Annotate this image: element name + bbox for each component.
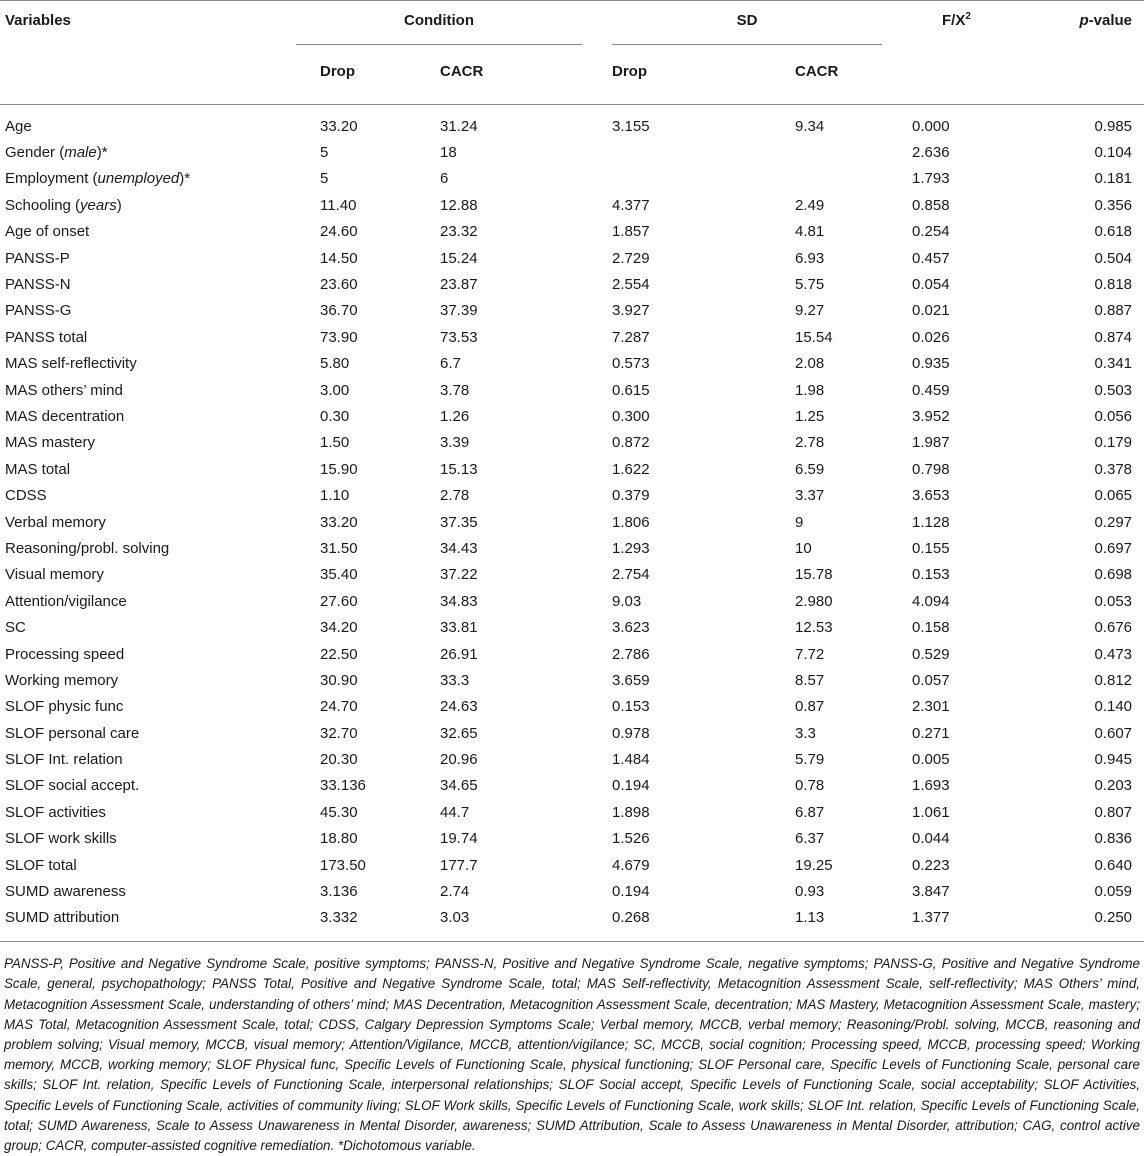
cell-sd-drop: 0.872 [612, 434, 650, 452]
cell-condition-cacr: 2.78 [440, 487, 470, 505]
cell-sd-cacr: 15.78 [795, 566, 833, 584]
row-variable: Working memory [5, 671, 119, 689]
cell-condition-cacr: 12.88 [440, 196, 478, 214]
table-row [0, 166, 1144, 192]
cell-condition-cacr: 23.87 [440, 276, 478, 294]
table-row [0, 139, 1144, 165]
row-variable: PANSS-N [5, 276, 71, 294]
cell-condition-cacr: 19.74 [440, 830, 478, 848]
cell-sd-cacr: 0.87 [795, 698, 825, 716]
cell-fx: 0.044 [912, 830, 950, 848]
cell-fx: 4.094 [912, 592, 950, 610]
cell-sd-drop: 1.293 [612, 539, 650, 557]
cell-pvalue: 0.065 [1094, 487, 1133, 505]
cell-pvalue: 0.807 [1094, 803, 1133, 821]
cell-sd-cacr: 7.72 [795, 645, 825, 663]
cell-sd-cacr: 8.57 [795, 671, 825, 689]
cell-condition-cacr: 1.26 [440, 407, 470, 425]
cell-sd-cacr: 9.27 [795, 302, 825, 320]
table-row [0, 720, 1144, 746]
cell-fx: 1.128 [912, 513, 950, 531]
header-fx: $F/X^2$ [912, 1, 1004, 52]
cell-condition-cacr: 24.63 [440, 698, 478, 716]
row-variable: MAS mastery [5, 434, 96, 452]
cell-pvalue: 0.874 [1094, 328, 1133, 346]
row-variable: Employment (unemployed)* [5, 170, 191, 188]
row-variable: Visual memory [5, 566, 104, 584]
header-sd: SD [736, 12, 758, 29]
cell-sd-drop: 9.03 [612, 592, 642, 610]
cell-pvalue: 0.504 [1094, 249, 1133, 267]
cell-sd-cacr: 9.34 [795, 117, 825, 135]
cell-pvalue: 0.179 [1094, 434, 1133, 452]
cell-sd-cacr: 0.78 [795, 777, 825, 795]
cell-sd-cacr: 9 [795, 513, 804, 531]
cell-condition-cacr: 34.83 [440, 592, 478, 610]
cell-sd-drop: 0.379 [612, 487, 650, 505]
row-variable: Reasoning/probl. solving [5, 539, 170, 557]
cell-condition-drop: 24.70 [320, 698, 358, 716]
cell-condition-drop: 5 [320, 144, 329, 162]
cell-sd-drop: 1.806 [612, 513, 650, 531]
cell-condition-cacr: 32.65 [440, 724, 478, 742]
row-variable: Attention/vigilance [5, 592, 127, 610]
row-variable: SUMD attribution [0, 905, 226, 942]
cell-fx: 0.158 [912, 619, 950, 637]
cell-sd-cacr: 3.3 [795, 724, 816, 742]
table-row [0, 852, 1144, 878]
cell-fx: 0.026 [912, 328, 950, 346]
cell-pvalue: 0.378 [1094, 460, 1133, 478]
cell-sd-cacr: 3.37 [795, 487, 825, 505]
table-row [0, 535, 1144, 561]
cell-fx: 0.005 [912, 751, 950, 769]
table-row [0, 482, 1144, 508]
cell-condition-drop: 22.50 [320, 645, 358, 663]
cell-condition-drop: 3.332 [226, 905, 414, 942]
cell-pvalue: 0.140 [1094, 698, 1133, 716]
table-row [0, 878, 1144, 904]
cell-pvalue: 0.836 [1094, 830, 1133, 848]
cell-pvalue: 0.887 [1094, 302, 1133, 320]
cell-sd-cacr: 1.13 [762, 905, 912, 942]
cell-fx: 1.693 [912, 777, 950, 795]
row-variable: SLOF activities [5, 803, 106, 821]
cell-sd-drop: 2.554 [612, 276, 650, 294]
row-variable: MAS self-reflectivity [5, 355, 137, 373]
cell-sd-cacr: 10 [795, 539, 812, 557]
cell-fx: 0.935 [912, 355, 950, 373]
cell-condition-cacr: 23.32 [440, 223, 478, 241]
row-variable: Schooling (years) [5, 196, 122, 214]
cell-pvalue: 0.056 [1094, 407, 1133, 425]
cell-condition-drop: 3.136 [320, 883, 358, 901]
row-variable: CDSS [5, 487, 47, 505]
cell-sd-drop: 3.623 [612, 619, 650, 637]
cell-fx: 0.054 [912, 276, 950, 294]
cell-sd-drop [612, 166, 762, 192]
table-row [0, 351, 1144, 377]
table-row [0, 430, 1144, 456]
cell-condition-drop: 27.60 [320, 592, 358, 610]
cell-fx: 1.061 [912, 803, 950, 821]
cell-pvalue: 0.698 [1094, 566, 1133, 584]
header-sd-cacr: CACR [762, 51, 912, 105]
cell-fx: 0.057 [912, 671, 950, 689]
cell-sd-cacr: 6.93 [795, 249, 825, 267]
cell-condition-cacr: 31.24 [440, 117, 478, 135]
cell-pvalue: 0.203 [1094, 777, 1133, 795]
cell-condition-cacr: 3.03 [414, 905, 612, 942]
cell-condition-drop: 24.60 [320, 223, 358, 241]
table-row [0, 746, 1144, 772]
cell-condition-cacr: 15.24 [440, 249, 478, 267]
cell-pvalue: 0.181 [1094, 170, 1133, 188]
header-sd-group [612, 1, 912, 52]
cell-pvalue: 0.985 [1094, 117, 1133, 135]
row-variable: Age [5, 117, 32, 135]
cell-fx: 2.636 [912, 144, 950, 162]
cell-sd-drop: 3.659 [612, 671, 650, 689]
table-row [0, 105, 1144, 140]
cell-fx: 0.271 [912, 724, 950, 742]
cell-condition-drop: 15.90 [320, 460, 358, 478]
table-row [0, 667, 1144, 693]
cell-condition-cacr: 26.91 [440, 645, 478, 663]
cell-condition-cacr: 3.39 [440, 434, 470, 452]
cell-sd-cacr: 2.08 [795, 355, 825, 373]
cell-condition-cacr: 44.7 [440, 803, 470, 821]
cell-sd-drop: 4.377 [612, 196, 650, 214]
cell-condition-drop: 23.60 [320, 276, 358, 294]
cell-condition-cacr: 2.74 [440, 883, 470, 901]
row-variable: Gender (male)* [5, 144, 108, 162]
row-variable: Verbal memory [5, 513, 106, 531]
cell-condition-cacr: 6.7 [440, 355, 461, 373]
table-row [0, 403, 1144, 429]
cell-sd-drop: 0.153 [612, 698, 650, 716]
cell-fx: 1.793 [912, 170, 950, 188]
cell-sd-drop: 0.194 [612, 777, 650, 795]
cell-sd-cacr [762, 166, 912, 192]
cell-sd-cacr: 19.25 [795, 856, 833, 874]
cell-fx: 2.301 [912, 698, 950, 716]
cell-condition-drop: 0.30 [320, 407, 350, 425]
cell-sd-cacr: 0.93 [795, 883, 825, 901]
cell-condition-drop: 1.10 [320, 487, 350, 505]
cell-sd-cacr: 15.54 [795, 328, 833, 346]
table-row [0, 773, 1144, 799]
cell-sd-drop: 1.484 [612, 751, 650, 769]
cell-fx: 0.153 [912, 566, 950, 584]
cell-condition-drop: 33.136 [320, 777, 366, 795]
cell-condition-drop: 30.90 [320, 671, 358, 689]
table-row [0, 509, 1144, 535]
table-row [0, 219, 1144, 245]
cell-fx: 0.457 [912, 249, 950, 267]
cell-fx: 0.254 [912, 223, 950, 241]
cell-fx: 0.798 [912, 460, 950, 478]
cell-pvalue: 0.818 [1094, 276, 1133, 294]
cell-sd-cacr: 6.37 [795, 830, 825, 848]
cell-fx: 0.000 [912, 117, 950, 135]
header-sd-drop: Drop [612, 51, 762, 105]
row-variable: Age of onset [5, 223, 90, 241]
cell-sd-drop: 3.927 [612, 302, 650, 320]
header-condition-group [226, 1, 612, 52]
cell-sd-cacr: 2.980 [795, 592, 833, 610]
row-variable: PANSS-G [5, 302, 72, 320]
cell-pvalue: 0.297 [1094, 513, 1133, 531]
cell-fx: 1.987 [912, 434, 950, 452]
cell-sd-drop: 0.978 [612, 724, 650, 742]
cell-sd-drop [612, 139, 762, 165]
cell-pvalue: 0.640 [1094, 856, 1133, 874]
cell-pvalue: 0.356 [1094, 196, 1133, 214]
cell-sd-cacr: 2.78 [795, 434, 825, 452]
cell-fx: 0.529 [912, 645, 950, 663]
cell-condition-drop: 173.50 [320, 856, 366, 874]
cell-pvalue: 0.104 [1094, 144, 1133, 162]
cell-condition-drop: 11.40 [320, 196, 357, 214]
cell-fx: 1.377 [912, 905, 1004, 942]
cell-condition-drop: 18.80 [320, 830, 358, 848]
cell-sd-drop: 1.622 [612, 460, 650, 478]
cell-sd-drop: 0.615 [612, 381, 650, 399]
table-row [0, 298, 1144, 324]
cell-sd-cacr: 1.98 [795, 381, 825, 399]
cell-condition-cacr: 34.43 [440, 539, 478, 557]
cell-sd-cacr: 6.87 [795, 803, 825, 821]
cell-condition-cacr: 33.81 [440, 619, 478, 637]
cell-sd-drop: 2.754 [612, 566, 650, 584]
cell-pvalue: 0.059 [1094, 883, 1133, 901]
cell-condition-drop: 5 [320, 170, 329, 188]
cell-fx: 0.223 [912, 856, 950, 874]
cell-condition-drop: 73.90 [320, 328, 358, 346]
cell-pvalue: 0.503 [1094, 381, 1133, 399]
cell-sd-drop: 2.786 [612, 645, 650, 663]
cell-pvalue: 0.250 [1004, 905, 1144, 942]
cell-pvalue: 0.945 [1094, 751, 1133, 769]
cell-pvalue: 0.473 [1094, 645, 1133, 663]
cell-pvalue: 0.607 [1094, 724, 1133, 742]
cell-condition-drop: 32.70 [320, 724, 358, 742]
cell-condition-drop: 1.50 [320, 434, 350, 452]
table-row [0, 245, 1144, 271]
table-row [0, 799, 1144, 825]
cell-fx: 0.155 [912, 539, 950, 557]
cell-condition-drop: 33.20 [320, 117, 358, 135]
cell-condition-cacr: 20.96 [440, 751, 478, 769]
cell-pvalue: 0.812 [1094, 671, 1133, 689]
cell-condition-drop: 34.20 [320, 619, 358, 637]
table-row [0, 588, 1144, 614]
row-variable: SLOF social accept. [5, 777, 140, 795]
cell-sd-drop: 0.300 [612, 407, 650, 425]
cell-condition-drop: 36.70 [320, 302, 358, 320]
cell-condition-cacr: 6 [440, 170, 449, 188]
row-variable: SUMD awareness [5, 883, 126, 901]
row-variable: SLOF physic func [5, 698, 124, 716]
cell-fx: 0.459 [912, 381, 950, 399]
table-row [0, 456, 1144, 482]
cell-condition-drop: 33.20 [320, 513, 358, 531]
cell-condition-cacr: 18 [440, 144, 457, 162]
cell-condition-drop: 31.50 [320, 539, 358, 557]
cell-condition-cacr: 37.22 [440, 566, 478, 584]
row-variable: SLOF total [5, 856, 77, 874]
cell-fx: 3.847 [912, 883, 950, 901]
table-row [0, 324, 1144, 350]
cell-condition-cacr: 37.39 [440, 302, 478, 320]
cell-sd-drop: 1.526 [612, 830, 650, 848]
row-variable: PANSS total [5, 328, 88, 346]
cell-condition-cacr: 37.35 [440, 513, 478, 531]
cell-condition-cacr: 73.53 [440, 328, 478, 346]
table-footnote: PANSS-P, Positive and Negative Syndrome Scale, positive symptoms; PANSS-N, Positive and Negative Syndrome Scale, negative symptoms; PANSS-G, Positive and Negative Syndrome Scale, general, psychopathology; PANSS Total, Positive and Negative Syndrome Scale, total; MAS Self-reflectivity, Metacognition Assessment Scale, self-reflectivity; MAS Others’ mind, Metacognition Assessment Scale, understanding of others’ mind; MAS Decentration, Metacognition Assessment Scale, decentration; MAS Mastery, Metacognition Assessment Scale, mastery; MAS Total, Metacognition Assessment Scale, total; CDSS, Calgary Depression Symptoms Scale; Verbal memory, MCCB, verbal memory; Reasoning/Probl. solving, MCCB, reasoning and problem solving; Visual memory, MCCB, visual memory; Attention/Vigilance, MCCB, attention/vigilance; SC, MCCB, social cognition; Processing speed, MCCB, processing speed; Working memory, MCCB, working memory; SLOF Physical func, Specific Levels of Functioning Scale, physical functioning; SLOF Personal care, Specific Levels of Functioning Scale, personal care skills; SLOF Int. relation, Specific Levels of Functioning Scale, interpersonal relationships; SLOF Social accept, Specific Levels of Functioning Scale, social acceptability; SLOF Activities, Specific Levels of Functioning Scale, activities of community living; SLOF Work skills, Specific Levels of Functioning Scale, work skills; SLOF Int. relation, Specific Levels of Functioning Scale, total; SUMD Awareness, Scale to Assess Unawareness in Mental Disorder, awareness; SUMD Attribution, Scale to Assess Unawareness in Mental Disorder, attribution; CAG, control active group; CACR, computer-assisted cognitive remediation. *Dichotomous variable. [4, 956, 1140, 1153]
cell-sd-cacr: 12.53 [795, 619, 833, 637]
table-row [0, 192, 1144, 218]
cell-sd-cacr: 5.79 [795, 751, 825, 769]
row-variable: MAS others’ mind [5, 381, 123, 399]
cell-condition-drop: 35.40 [320, 566, 358, 584]
row-variable: SC [5, 619, 26, 637]
cell-sd-cacr: 4.81 [795, 223, 825, 241]
table-row [0, 614, 1144, 640]
header-condition: Condition [404, 12, 474, 29]
cell-pvalue: 0.341 [1094, 355, 1133, 373]
table-row [0, 905, 1144, 942]
cell-sd-drop: 4.679 [612, 856, 650, 874]
cell-condition-cacr: 15.13 [440, 460, 478, 478]
cell-condition-cacr: 33.3 [440, 671, 470, 689]
table-body [0, 105, 1144, 942]
cell-sd-cacr: 6.59 [795, 460, 825, 478]
header-variables: Variables [0, 1, 226, 52]
cell-sd-drop: 1.857 [612, 223, 650, 241]
cell-fx: 0.021 [912, 302, 950, 320]
cell-sd-cacr: 2.49 [795, 196, 825, 214]
table-row [0, 271, 1144, 297]
row-variable: PANSS-P [5, 249, 70, 267]
cell-fx: 0.858 [912, 196, 950, 214]
table-header [0, 1, 1144, 105]
cell-condition-drop: 45.30 [320, 803, 358, 821]
row-variable: SLOF work skills [5, 830, 117, 848]
cell-pvalue: 0.676 [1094, 619, 1133, 637]
cell-fx: 3.952 [912, 407, 950, 425]
table-row [0, 694, 1144, 720]
row-variable: SLOF personal care [5, 724, 140, 742]
cell-sd-drop: 1.898 [612, 803, 650, 821]
table-row [0, 641, 1144, 667]
cell-sd-cacr [762, 139, 912, 165]
cell-fx: 3.653 [912, 487, 950, 505]
cell-condition-drop: 5.80 [320, 355, 350, 373]
row-variable: MAS total [5, 460, 71, 478]
cell-condition-drop: 3.00 [320, 381, 350, 399]
table-row [0, 562, 1144, 588]
cell-sd-drop: 0.573 [612, 355, 650, 373]
cell-condition-cacr: 3.78 [440, 381, 470, 399]
cell-sd-drop: 0.194 [612, 883, 650, 901]
cell-sd-cacr: 5.75 [795, 276, 825, 294]
table-row [0, 377, 1144, 403]
cell-sd-drop: 3.155 [612, 117, 650, 135]
row-variable: MAS decentration [5, 407, 125, 425]
cell-sd-drop: 2.729 [612, 249, 650, 267]
header-condition-drop: Drop [226, 51, 414, 105]
table-row [0, 826, 1144, 852]
cell-pvalue: 0.618 [1094, 223, 1133, 241]
cell-condition-drop: 20.30 [320, 751, 358, 769]
cell-condition-cacr: 177.7 [440, 856, 478, 874]
header-pvalue: p-value [1004, 1, 1144, 52]
cell-condition-drop: 14.50 [320, 249, 358, 267]
cell-pvalue: 0.053 [1094, 592, 1133, 610]
cell-sd-drop: 0.268 [612, 905, 762, 942]
row-variable: Processing speed [5, 645, 125, 663]
cell-sd-cacr: 1.25 [795, 407, 825, 425]
row-variable: SLOF Int. relation [5, 751, 123, 769]
cell-sd-drop: 7.287 [612, 328, 650, 346]
cell-pvalue: 0.697 [1094, 539, 1133, 557]
cell-condition-cacr: 34.65 [440, 777, 478, 795]
header-condition-cacr: CACR [414, 51, 612, 105]
